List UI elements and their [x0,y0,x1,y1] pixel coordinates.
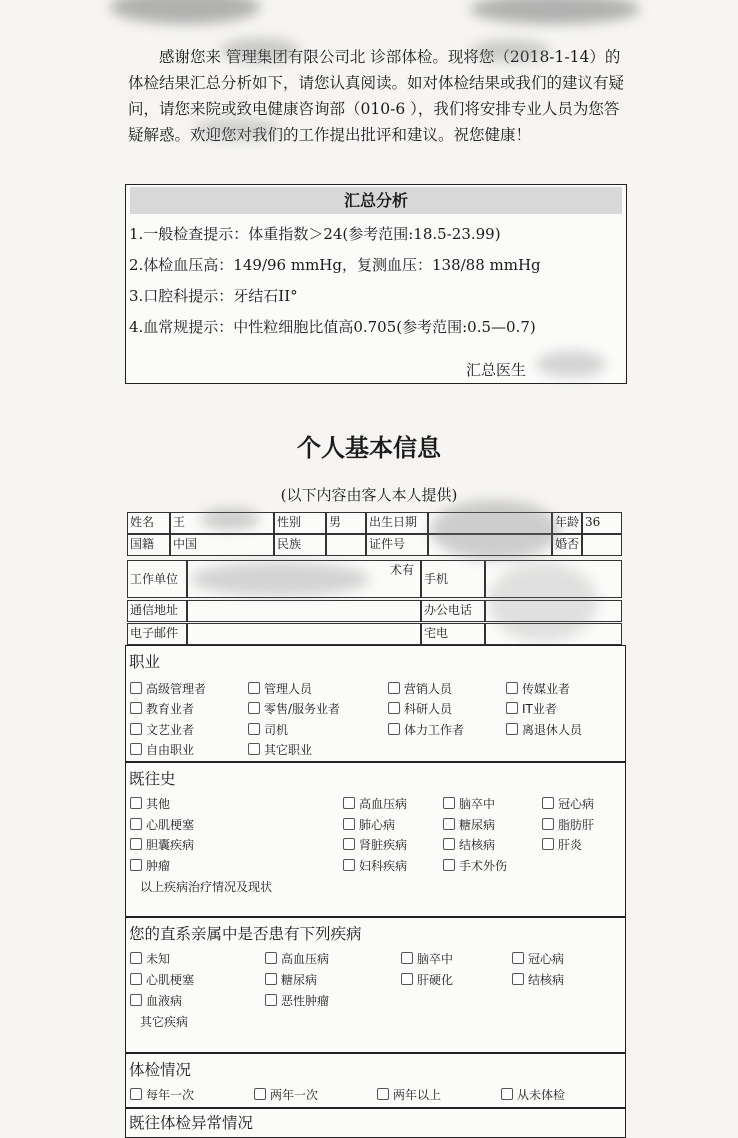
checkbox-icon[interactable] [343,859,355,871]
checkbox-option[interactable]: 高血压病 [265,950,329,967]
checkbox-option[interactable]: 其它职业 [248,741,312,758]
checkbox-option[interactable]: 自由职业 [130,741,194,758]
checkbox-option[interactable]: 肾脏疾病 [343,836,407,853]
marital-label: 婚否 [552,534,582,556]
redaction-smudge [190,562,370,596]
checkbox-icon[interactable] [265,973,277,985]
checkbox-option[interactable]: 文艺业者 [130,721,194,738]
redaction-smudge [195,118,280,140]
checkbox-option[interactable]: 管理人员 [248,680,312,697]
checkbox-option[interactable]: 恶性肿瘤 [265,992,329,1009]
checkbox-icon[interactable] [443,859,455,871]
checkbox-option[interactable]: 科研人员 [388,700,452,717]
marital-value [582,534,622,556]
checkbox-option[interactable]: 其他 [130,795,170,812]
checkbox-icon[interactable] [130,797,142,809]
checkbox-option[interactable]: 教育业者 [130,700,194,717]
checkbox-icon[interactable] [130,1088,142,1100]
checkbox-icon[interactable] [265,994,277,1006]
checkbox-option[interactable]: 结核病 [443,836,495,853]
checkbox-option[interactable]: 两年以上 [377,1086,441,1103]
checkbox-option[interactable]: IT业者 [506,700,557,717]
personal-info-subtitle: (以下内容由客人本人提供) [280,486,458,504]
checkbox-icon[interactable] [248,723,260,735]
exam-section [125,1053,626,1108]
checkbox-icon[interactable] [506,682,518,694]
checkbox-option[interactable]: 肺心病 [343,816,395,833]
checkbox-option[interactable]: 妇科疾病 [343,857,407,874]
redaction-smudge [430,500,560,560]
checkbox-option[interactable]: 心肌梗塞 [130,816,194,833]
checkbox-option[interactable]: 心肌梗塞 [130,971,194,988]
checkbox-icon[interactable] [130,682,142,694]
checkbox-option[interactable]: 糖尿病 [443,816,495,833]
checkbox-icon[interactable] [401,952,413,964]
age-value: 36 [582,512,622,534]
redaction-smudge [470,40,550,62]
family-note: 其它疾病 [140,1015,189,1029]
checkbox-option[interactable]: 营销人员 [388,680,452,697]
checkbox-icon[interactable] [512,973,524,985]
checkbox-option[interactable]: 肝炎 [542,836,582,853]
checkbox-icon[interactable] [542,818,554,830]
checkbox-icon[interactable] [343,838,355,850]
history-note: 以上疾病治疗情况及现状 [140,880,273,894]
ethnicity-value [326,534,366,556]
checkbox-icon[interactable] [254,1088,266,1100]
abnormal-title: 既往体检异常情况 [129,1114,254,1132]
checkbox-icon[interactable] [542,838,554,850]
checkbox-option[interactable]: 胆囊疾病 [130,836,194,853]
checkbox-icon[interactable] [506,702,518,714]
history-section [125,762,626,917]
checkbox-icon[interactable] [388,723,400,735]
checkbox-icon[interactable] [248,743,260,755]
family-section [125,917,626,1053]
checkbox-option[interactable]: 从未体检 [501,1086,565,1103]
work-value: 术有 [187,560,421,598]
checkbox-icon[interactable] [401,973,413,985]
checkbox-option[interactable]: 司机 [248,721,288,738]
checkbox-option[interactable]: 冠心病 [542,795,594,812]
summary-item: 1.一般检查提示：体重指数＞24(参考范围:18.5-23.99) [129,225,501,243]
checkbox-option[interactable]: 脂肪肝 [542,816,594,833]
checkbox-option[interactable]: 结核病 [512,971,564,988]
checkbox-icon[interactable] [388,702,400,714]
birth-label: 出生日期 [366,512,428,534]
checkbox-option[interactable]: 高级管理者 [130,680,206,697]
checkbox-icon[interactable] [130,859,142,871]
checkbox-icon[interactable] [506,723,518,735]
ethnicity-label: 民族 [274,534,326,556]
address-label: 通信地址 [127,600,187,622]
checkbox-option[interactable]: 每年一次 [130,1086,194,1103]
checkbox-option[interactable]: 传媒业者 [506,680,570,697]
checkbox-icon[interactable] [501,1088,513,1100]
checkbox-icon[interactable] [248,682,260,694]
home-phone-label: 宅电 [421,623,485,645]
checkbox-option[interactable]: 两年一次 [254,1086,318,1103]
summary-doctor-label: 汇总医生 [465,361,526,379]
checkbox-icon[interactable] [130,723,142,735]
abnormal-section [125,1108,626,1138]
redaction-smudge [200,508,260,530]
checkbox-icon[interactable] [248,702,260,714]
redaction-smudge [220,38,300,62]
nationality-value: 中国 [170,534,274,556]
summary-item: 4.血常规提示：中性粒细胞比值高0.705(参考范围:0.5—0.7) [129,318,536,336]
family-title: 您的直系亲属中是否患有下列疾病 [129,925,362,943]
checkbox-option[interactable]: 未知 [130,950,170,967]
checkbox-option[interactable]: 高血压病 [343,795,407,812]
exam-title: 体检情况 [129,1061,192,1079]
checkbox-option[interactable]: 肝硬化 [401,971,453,988]
occupation-section [125,645,626,762]
summary-title: 汇总分析 [130,187,622,214]
gender-value: 男 [326,512,366,534]
checkbox-option[interactable]: 血液病 [130,992,182,1009]
checkbox-icon[interactable] [265,952,277,964]
checkbox-option[interactable]: 离退休人员 [506,721,582,738]
checkbox-icon[interactable] [130,818,142,830]
summary-item: 2.体检血压高：149/96 mmHg，复测血压：138/88 mmHg [129,256,541,274]
name-value: 王 [170,512,274,534]
email-label: 电子邮件 [127,623,187,645]
checkbox-icon[interactable] [443,838,455,850]
address-value [187,600,421,622]
checkbox-option[interactable]: 零售/服务业者 [248,700,340,717]
summary-item: 3.口腔科提示：牙结石II° [129,287,298,305]
checkbox-icon[interactable] [388,682,400,694]
checkbox-icon[interactable] [542,797,554,809]
nationality-label: 国籍 [127,534,170,556]
summary-box [125,184,627,384]
checkbox-option[interactable]: 肿瘤 [130,857,170,874]
redaction-smudge [470,0,640,24]
checkbox-icon[interactable] [130,952,142,964]
mobile-label: 手机 [421,560,485,598]
history-title: 既往史 [129,770,176,788]
id-label: 证件号 [366,534,428,556]
checkbox-icon[interactable] [443,797,455,809]
redaction-smudge [488,562,598,642]
checkbox-icon[interactable] [512,952,524,964]
name-label: 姓名 [127,512,170,534]
checkbox-icon[interactable] [130,994,142,1006]
email-value [187,623,421,645]
work-label: 工作单位 [127,560,187,598]
redaction-smudge [110,0,260,24]
personal-info-title: 个人基本信息 [297,434,441,462]
checkbox-option[interactable]: 手术外伤 [443,857,507,874]
checkbox-icon[interactable] [130,702,142,714]
checkbox-option[interactable]: 糖尿病 [265,971,317,988]
redaction-smudge [536,351,606,377]
intro-paragraph: 感谢您来 管理集团有限公司北 诊部体检。现将您（2018-1-14）的体检结果汇总分析如下，请您认真阅读。如对体检结果或我们的建议有疑问，请您来院或致电健康咨询部（010-6 ），我们将安排专业人员为您答疑解惑。欢迎您对我们的工作提出批评和建议。祝您健康！ [128,48,625,144]
checkbox-icon[interactable] [343,797,355,809]
occupation-title: 职业 [129,653,161,671]
checkbox-icon[interactable] [377,1088,389,1100]
checkbox-icon[interactable] [130,838,142,850]
checkbox-option[interactable]: 脑卒中 [443,795,495,812]
checkbox-icon[interactable] [130,743,142,755]
checkbox-option[interactable]: 脑卒中 [401,950,453,967]
checkbox-icon[interactable] [443,818,455,830]
gender-label: 性别 [274,512,326,534]
checkbox-option[interactable]: 体力工作者 [388,721,464,738]
office-phone-label: 办公电话 [421,600,485,622]
checkbox-icon[interactable] [130,973,142,985]
checkbox-option[interactable]: 冠心病 [512,950,564,967]
checkbox-icon[interactable] [343,818,355,830]
age-label: 年龄 [552,512,582,534]
